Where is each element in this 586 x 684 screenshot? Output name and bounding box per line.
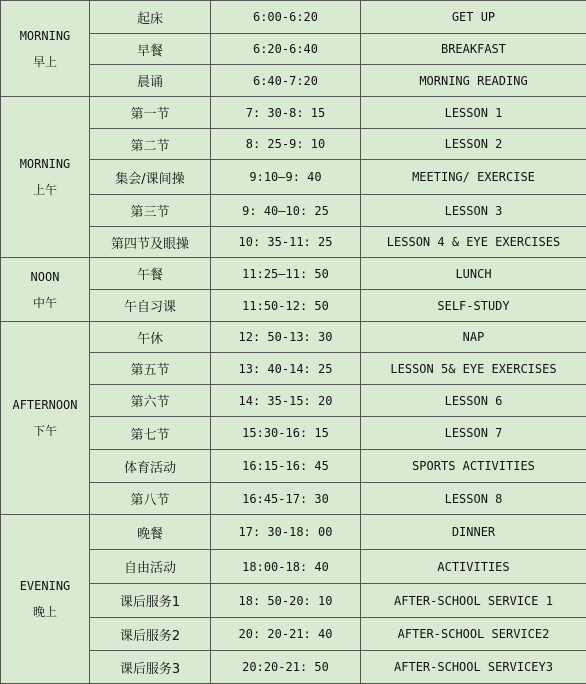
activity-en: LESSON 8 [361,483,586,515]
time-range: 20: 20-21: 40 [211,618,361,651]
time-range: 15:30-16: 15 [211,417,361,450]
time-range: 11:50-12: 50 [211,290,361,322]
time-range: 10: 35-11: 25 [211,227,361,258]
activity-cn: 第四节及眼操 [90,227,211,258]
activity-cn: 第三节 [90,195,211,227]
table-row [1,322,586,353]
activity-en: LESSON 6 [361,385,586,417]
time-range: 7: 30-8: 15 [211,97,361,129]
activity-en: AFTER-SCHOOL SERVICEY3 [361,651,586,684]
activity-en: LESSON 1 [361,97,586,129]
period-name-en: MORNING [3,151,87,177]
time-range: 6:00-6:20 [211,1,361,34]
activity-en: LESSON 5& EYE EXERCISES [361,353,586,385]
period-name-cn: 早上 [3,49,87,75]
activity-cn: 第八节 [90,483,211,515]
time-range: 17: 30-18: 00 [211,515,361,550]
activity-en: BREAKFAST [361,34,586,65]
period-label [1,258,90,322]
period-label [1,1,90,97]
period-name-cn: 晚上 [3,599,87,625]
activity-cn: 早餐 [90,34,211,65]
time-range: 8: 25-9: 10 [211,129,361,160]
activity-cn: 课后服务1 [90,584,211,618]
time-range: 9: 40—10: 25 [211,195,361,227]
activity-cn: 课后服务3 [90,651,211,684]
activity-en: MEETING/ EXERCISE [361,160,586,195]
activity-en: ACTIVITIES [361,550,586,584]
activity-cn: 晚餐 [90,515,211,550]
activity-en: GET UP [361,1,586,34]
time-range: 12: 50-13: 30 [211,322,361,353]
activity-en: LESSON 7 [361,417,586,450]
time-range: 18: 50-20: 10 [211,584,361,618]
period-label [1,515,90,684]
time-range: 20:20-21: 50 [211,651,361,684]
activity-en: LESSON 2 [361,129,586,160]
activity-cn: 课后服务2 [90,618,211,651]
table-row [1,1,586,34]
period-name-cn: 中午 [3,290,87,316]
period-name-cn: 下午 [3,418,87,444]
activity-cn: 午休 [90,322,211,353]
table-row [1,97,586,129]
activity-en: LESSON 3 [361,195,586,227]
time-range: 13: 40-14: 25 [211,353,361,385]
activity-cn: 集会/课间操 [90,160,211,195]
period-label [1,97,90,258]
time-range: 6:40-7:20 [211,65,361,97]
activity-en: MORNING READING [361,65,586,97]
schedule-body [1,1,586,684]
activity-cn: 第一节 [90,97,211,129]
table-row [1,258,586,290]
period-name-en: MORNING [3,23,87,49]
activity-cn: 第五节 [90,353,211,385]
activity-cn: 起床 [90,1,211,34]
period-label [1,322,90,515]
activity-cn: 自由活动 [90,550,211,584]
time-range: 18:00-18: 40 [211,550,361,584]
activity-en: SELF-STUDY [361,290,586,322]
activity-en: DINNER [361,515,586,550]
activity-cn: 午自习课 [90,290,211,322]
time-range: 11:25—11: 50 [211,258,361,290]
activity-en: LESSON 4 & EYE EXERCISES [361,227,586,258]
activity-en: SPORTS ACTIVITIES [361,450,586,483]
activity-cn: 午餐 [90,258,211,290]
activity-cn: 第七节 [90,417,211,450]
activity-cn: 体育活动 [90,450,211,483]
activity-cn: 第二节 [90,129,211,160]
activity-en: LUNCH [361,258,586,290]
activity-en: AFTER-SCHOOL SERVICE 1 [361,584,586,618]
activity-cn: 第六节 [90,385,211,417]
period-name-en: EVENING [3,573,87,599]
time-range: 6:20-6:40 [211,34,361,65]
period-name-en: NOON [3,264,87,290]
table-row [1,515,586,550]
time-range: 14: 35-15: 20 [211,385,361,417]
period-name-en: AFTERNOON [3,392,87,418]
activity-en: AFTER-SCHOOL SERVICE2 [361,618,586,651]
period-name-cn: 上午 [3,177,87,203]
time-range: 9:10—9: 40 [211,160,361,195]
time-range: 16:45-17: 30 [211,483,361,515]
activity-en: NAP [361,322,586,353]
activity-cn: 晨诵 [90,65,211,97]
time-range: 16:15-16: 45 [211,450,361,483]
